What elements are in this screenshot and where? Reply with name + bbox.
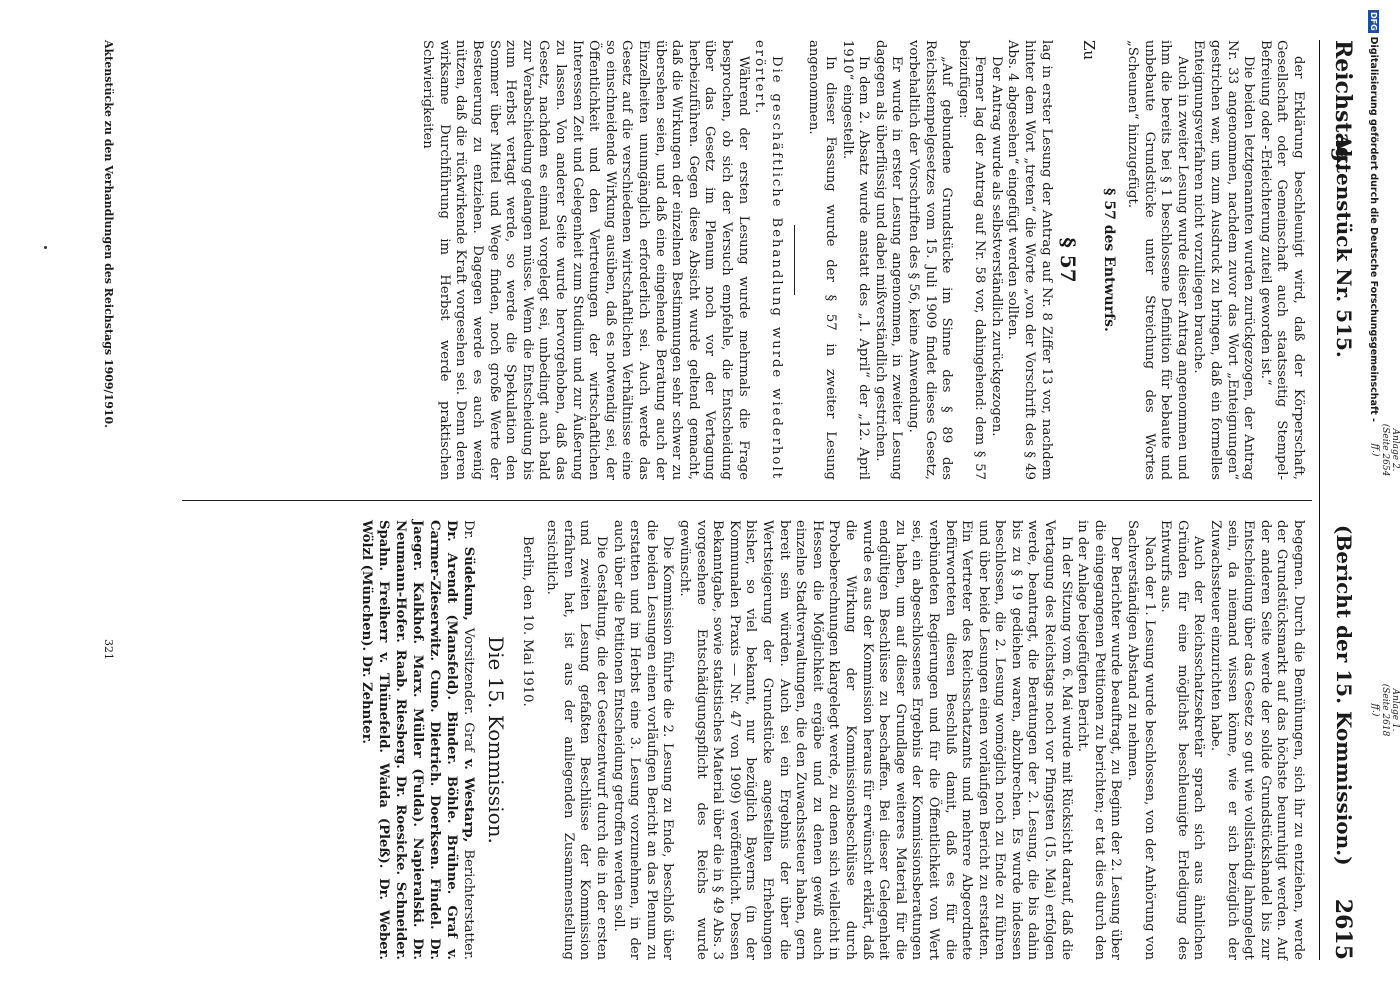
- left-p1: der Erklärung beschleunigt wird, daß der Körperschaft, Gesellschaft oder Gemeinschaft auch staatsseitig Stempel-Befreiung oder -Erleichterung zuteil geworden ist.“: [1257, 40, 1306, 480]
- footer-sheet-number: 321: [102, 639, 115, 660]
- footer-title: Aktenstücke zu den Verhandlungen des Reichstags 1909/1910.: [102, 40, 115, 428]
- left-p9: In dem 2. Absatz wurde anstatt des „1. April“ der „12. April 1910“ eingestellt.: [839, 40, 872, 480]
- chair-name: Südekum,: [461, 546, 477, 621]
- right-p2: Auch der Reichsschatzsekretär sprach sich aus ähnlichen Gründen für eine möglichst beschleunigte Erledigung des Entwurfs aus.: [1158, 520, 1207, 960]
- member-names: Dr. Arendt (Mansfeld). Binder. Böhle. Brühne. Graf v. Carmer-Zieserwitz. Cuno. Dietrich. Doerksen. Findel. Dr. Jaeger. Kalkhof. Marx. Müller (Fulda). Napieralski. Dr. Neumann-Hofer. Raab. Riesberg. Dr. Roesicke. Schneider. Spahn. Freiherr v. Thünefeld. Waida (Pleß). Dr. Weber. Wölzl (München). Dr. Zehnter.: [359, 520, 460, 960]
- page-footer: [95, 40, 115, 960]
- digitization-credit: [1365, 10, 1379, 995]
- right-p3: Nach der 1. Lesung wurde beschlossen, von der Anhörung von Sachverständigen Abstand zu nehmen.: [1125, 520, 1157, 960]
- left-p12: Während der ersten Lesung wurde mehrmals die Frage besprochen, ob sich der Versuch empfehle, die Entscheidung über das Gesetz im Plenum noch vor der Vertagung herbeizuführen. Gegen diese Absicht wurde geltend gemacht, daß die Wirkungen der einzelnen Bestimmungen sehr schwer zu übersehen seien, und daß eine eingehende Beratung auch der Einzelheiten unumgänglich erforderlich sei. Auch werde das Gesetz auf die verschiedenen wirtschaftlichen Verhältnisse eine so einschneidende Wirkung ausüben, daß es notwendig sei, der Öffentlichkeit und den Vertretungen der wirtschaftlichen Interessen Zeit und Gelegenheit zum Studium und zur Äußerung zu lassen. Von anderer Seite wurde hervorgehoben, daß das Gesetz, nachdem es einmal vorgelegt sei, unbedingt auch bald zur Verabschiedung gelangen müsse. Wenn die Entscheidung bis zum Herbst vertagt werde, so werde die Spekulation den Sommer über Mittel und Wege finden, noch große Werte der Besteuerung zu entziehen. Dagegen werde es auch wenig nützen, daß die rückwirkende Kraft vorgesehen sei. Denn deren wirksame Durchführung im Herbst werde praktischen Schwierigkeiten: [420, 40, 751, 480]
- column-divider: [182, 500, 1312, 501]
- right-column: [359, 520, 1307, 960]
- left-p4: lag in erster Lesung der Antrag auf Nr. 8 Ziffer 13 vor, nachdem hinter dem Wort „treten“ die Worte „von der Vorschrift des § 49 Abs. 4 abgesehen“ eingefügt werden sollten.: [1005, 40, 1054, 480]
- left-p7: „Auf gebundene Grundstücke im Sinne des § 89 des Reichsstempelgesetzes vom 15. Juli 1909 findet dieses Gesetz, vorbehaltlich der Vorschriften des § 56, keine Anwendung.: [905, 40, 955, 480]
- dfg-logo: DFG: [1369, 12, 1378, 31]
- right-p5: In der Sitzung vom 6. Mai wurde mit Rücksicht darauf, daß die Vertagung des Reichstags noch vor Pfingsten (15. Mai) erfolgen werde, beantragt, die Beratungen der 2. Lesung, die bis dahin bis zu § 19 gediehen waren, abzubrechen. Es wurde indessen beschlossen, die 2. Lesung womöglich noch zu Ende zu führen und über beide Lesungen einen vorläufigen Bericht zu erstatten. Ein Vertreter des Reichsschatzamts und mehrere Abgeordnete befürworteten diesen Beschluß damit, daß es für die verbündeten Regierungen und für die Öffentlichkeit von Wert sei, ein abgeschlossenes Ergebnis der Kommissionsberatungen zu haben, um auf dieser Grundlage weiteres Material für die endgültigen Beschlüsse zu beschaffen. Bei dieser Gelegenheit wurde es aus der Kommission heraus für erwünscht erklärt, daß die Wirkung der Kommissionsbeschlüsse durch Probeberechnungen klargelegt werde, zu denen sich vielleicht in Hessen die Möglichkeit ergäbe und zu denen gewiß auch einzelne Stadtverwaltungen, die den Zuwachssteuer haben, gern bereit sein würden. Auch sei ein Ergebnis der über die Wertsteigerung der Grundstücke angestellten Erhebungen bisher, so viel bekannt, nur bezüglich Bayerns (in der Kommunalen Praxis — Nr. 47 von 1909) veröffentlicht. Dessen Bekanntgabe, sowie statistisches Material über die in § 49 Abs. 3 vorgesehene Entschädigungspflicht des Reichs wurde gewünscht.: [677, 520, 1074, 960]
- margin-note-anlage1: Anlage 1. (Seite 2618 ff.): [1370, 683, 1400, 737]
- names-prefix: Dr.: [461, 520, 477, 540]
- margin-note-anlage2: Anlage 2. (Seite 2654 ff.): [1370, 423, 1400, 477]
- left-p6: Ferner lag der Antrag auf Nr. 58 vor, dahingehend: dem § 57 beizufügen:: [955, 40, 988, 480]
- left-p3: Auch in zweiter Lesung wurde dieser Antrag angenommen und ihm die bereits bei § 1 beschlossene Definition für bebaute und unbebaute Grundstücke unter Streichung des Wortes „Scheunen“ hinzugefügt.: [1125, 40, 1190, 480]
- right-p4: Der Berichter wurde beauftragt, zu Beginn der 2. Lesung über die eingegangenen Petitionen zu berichten; er tat dies durch den in der Anlage beigefügten Bericht.: [1075, 520, 1124, 960]
- zu-label: Zu: [1079, 40, 1098, 61]
- paragraph-heading: § 57: [1056, 237, 1081, 283]
- header-reichstag: Reichstag.: [1330, 40, 1356, 170]
- separator-rule: [794, 225, 795, 295]
- header-report-title: (Bericht der 15. Kommission.): [1332, 524, 1356, 866]
- section-title: § 57 des Entwurfs.: [1101, 188, 1118, 332]
- left-p11: Die geschäftliche Behandlung wurde wiederholt erörtert.: [752, 40, 784, 480]
- ink-speck: [44, 246, 47, 249]
- left-column: [419, 40, 1306, 480]
- chair-role: Vorsitzender. Graf: [461, 627, 477, 752]
- header-page-number: 2615: [1330, 898, 1356, 960]
- left-p5: Der Antrag wurde als selbstverständlich zurückgezogen.: [988, 56, 1004, 437]
- credit-text: Digitalisierung gefördert durch die Deutsche Forschungsgemeinschaft -: [1368, 36, 1379, 422]
- left-p8: Er wurde in erster Lesung angenommen, in zweiter Lesung dagegen als überflüssig und dabei mißverständlich gestrichen.: [872, 40, 905, 480]
- reporter-name: v. Westarp,: [461, 758, 477, 843]
- right-p7: Die Gestaltung, die der Gesetzentwurf durch die in der ersten und zweiten Lesung gefaßten Beschlüsse der Kommission erfahren hat, ist aus der anliegenden Zusammenstellung ersichtlich.: [544, 520, 610, 960]
- header-rule: [1319, 40, 1320, 960]
- right-p1: begegnen. Durch die Bemühungen, sich ihr zu entziehen, werde der Grundstücksmarkt auf das höchste beunruhigt werden. Auf der anderen Seite werde der solide Grundstückshandel bis zur Entscheidung über das Gesetz so gut wie vollständig lahmgelegt sein, da niemand wissen könne, wie er sich bezüglich der Zuwachssteuer einzurichten habe.: [1208, 520, 1306, 960]
- header-document-number: [1332, 40, 1356, 960]
- left-p2: Die beiden letztgenannten wurden zurückgezogen, der Antrag Nr. 33 angenommen, nachdem zuvor das Wort „Enteignungen“ gestrichen war, um zum Ausdruck zu bringen, daß ein formelles Enteignungsverfahren nicht vorzuliegen brauche.: [1191, 40, 1257, 480]
- reporter-role: Berichterstatter.: [461, 849, 477, 960]
- page-header: [1316, 40, 1360, 960]
- right-p6: Die Kommission führte die 2. Lesung zu Ende, beschloß über die beiden Lesungen einen vorläufigen Bericht an das Plenum zu erstatten und im Herbst eine 3. Lesung vorzunehmen, in der auch über die Petitionen Entscheidung getroffen werden soll.: [610, 520, 676, 960]
- member-list: [359, 520, 478, 960]
- header-aktenstueck: Aktenstück Nr. 515.: [1332, 134, 1356, 358]
- credit-line: [1368, 10, 1379, 995]
- left-p10: In dieser Fassung wurde der § 57 in zweiter Lesung angenommen.: [806, 40, 838, 480]
- commission-title: Die 15. Kommission.: [484, 636, 509, 844]
- place-date: Berlin, den 10. Mai 1910.: [519, 536, 535, 707]
